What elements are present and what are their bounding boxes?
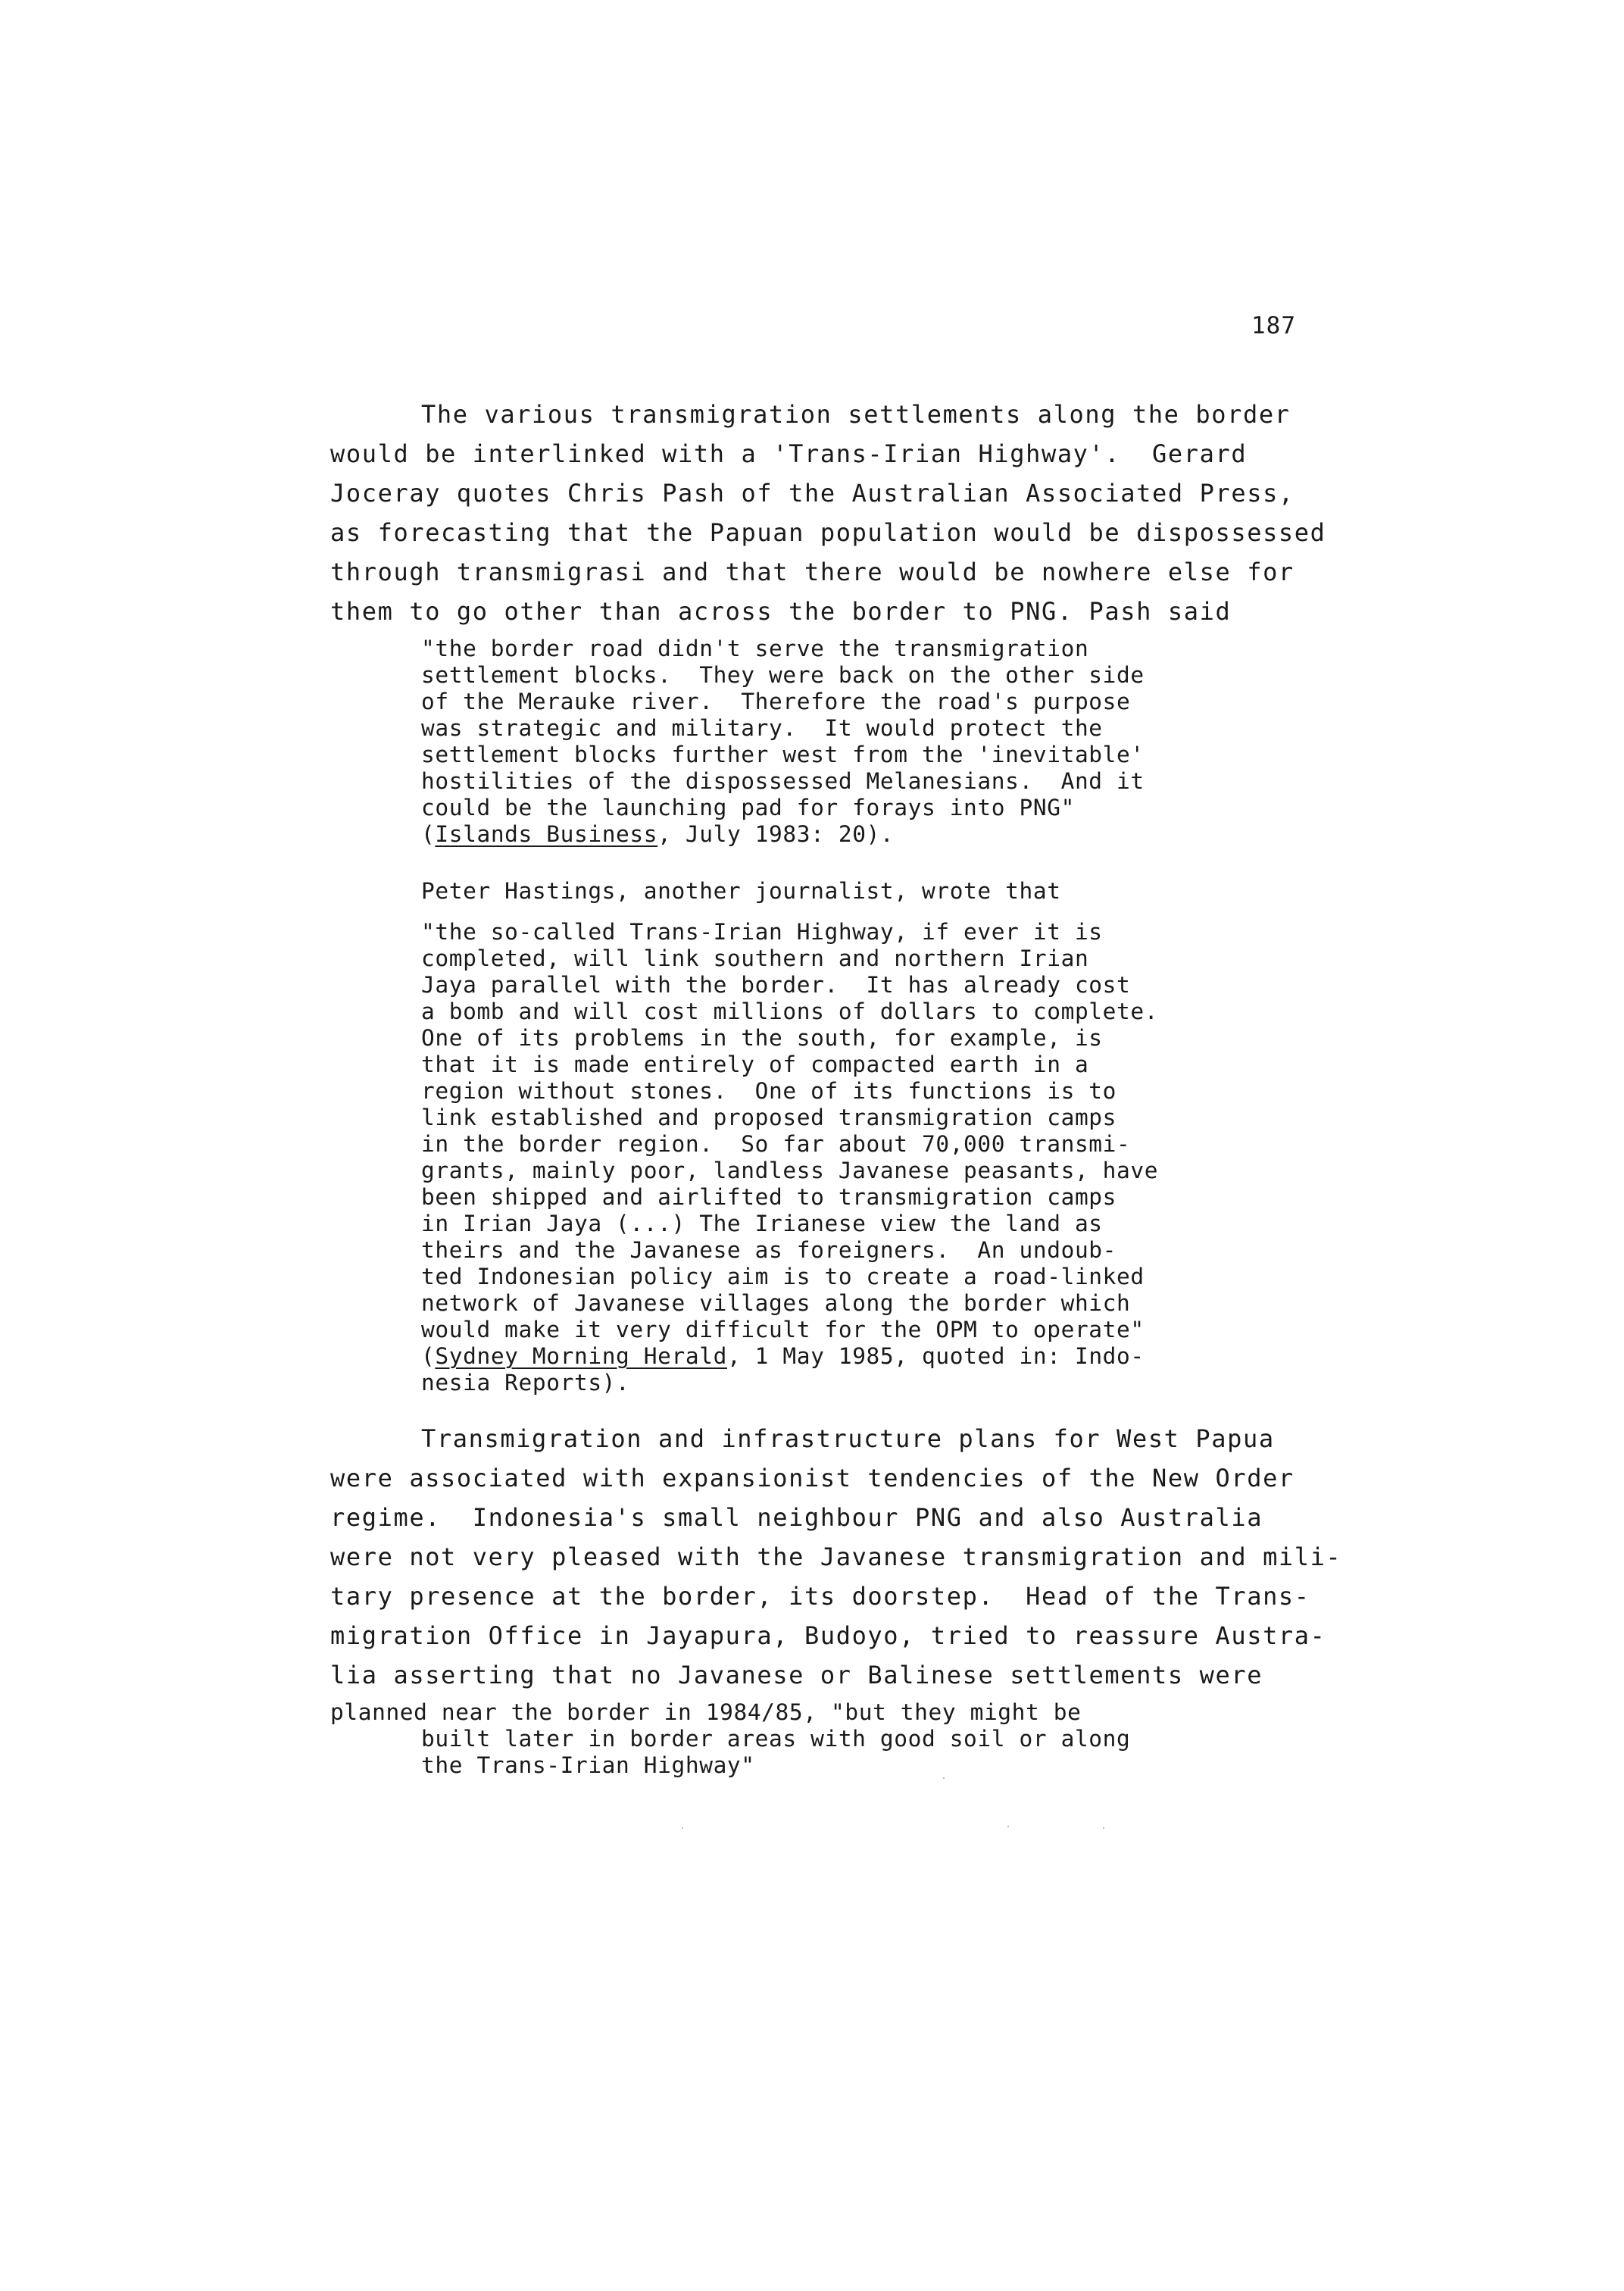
quote-2-line: One of its problems in the south, for example, is (421, 1025, 1103, 1051)
quote-2-line: that it is made entirely of compacted earth in a (421, 1052, 1089, 1077)
quote-2-citation (421, 1343, 1145, 1369)
scan-speck (682, 1827, 683, 1829)
citation-open-paren: ( (421, 821, 436, 847)
paragraph-2-line: Transmigration and infrastructure plans for West Papua (421, 1424, 1275, 1453)
paragraph-1-line: them to go other than across the border to PNG. Pash said (330, 597, 1232, 626)
quote-1-line: of the Merauke river. Therefore the road's purpose (421, 689, 1131, 714)
quote-1-line: was strategic and military. It would protect the (421, 715, 1103, 741)
scan-speck (943, 1777, 945, 1779)
paragraph-2-line: tary presence at the border, its doorstep. Head of the Trans- (330, 1582, 1310, 1611)
scan-speck (1103, 1827, 1104, 1829)
paragraph-2-line: lia asserting that no Javanese or Balinese settlements were (330, 1661, 1263, 1689)
quote-2-line: theirs and the Javanese as foreigners. An undoub- (421, 1237, 1117, 1263)
quote-1-line: settlement blocks further west from the 'inevitable' (421, 742, 1145, 767)
citation-open-paren: ( (421, 1343, 436, 1369)
quote-2-line: in Irian Jaya (...) The Irianese view the land as (421, 1211, 1103, 1236)
scan-speck (1007, 1826, 1009, 1827)
quote-2-line: ted Indonesian policy aim is to create a road-linked (421, 1264, 1145, 1289)
citation-source-islands-business: Islands Business (435, 821, 658, 847)
quote-2-line: "the so-called Trans-Irian Highway, if ever it is (421, 919, 1103, 945)
quote-2-citation-end: nesia Reports). (421, 1370, 630, 1396)
paragraph-1-line: would be interlinked with a 'Trans-Irian Highway'. Gerard (330, 439, 1248, 468)
paragraph-2-line: migration Office in Jayapura, Budoyo, tried to reassure Austra- (330, 1621, 1326, 1650)
paragraph-1-line: through transmigrasi and that there would be nowhere else for (330, 558, 1295, 586)
paragraph-2-line: planned near the border in 1984/85, "but they might be (330, 1699, 1082, 1725)
quote-2-line: network of Javanese villages along the border which (421, 1290, 1131, 1316)
quote-2-line: region without stones. One of its functions is to (421, 1078, 1117, 1104)
quote-1-citation (421, 821, 895, 847)
quote-2-line: completed, will link southern and northern Irian (421, 945, 1089, 971)
paragraph-1-line: The various transmigration settlements along the border (421, 400, 1291, 429)
quote-3-line: built later in border areas with good soil or along (421, 1726, 1131, 1752)
paragraph-1-line: as forecasting that the Papuan population would be dispossessed (330, 518, 1326, 547)
quote-2-intro: Peter Hastings, another journalist, wrote that (421, 878, 1061, 904)
quote-1-line: hostilities of the dispossessed Melanesians. And it (421, 768, 1145, 794)
paragraph-1-line: Joceray quotes Chris Pash of the Australian Associated Press, (330, 479, 1295, 508)
quote-2-line: would make it very difficult for the OPM to operate" (421, 1317, 1145, 1342)
quote-2-line: link established and proposed transmigration camps (421, 1105, 1117, 1130)
citation-details: , 1 May 1985, quoted in: Indo- (726, 1343, 1145, 1369)
paragraph-2-line: were associated with expansionist tendencies of the New Order (330, 1464, 1295, 1492)
quote-2-line: a bomb and will cost millions of dollars to complete. (421, 999, 1159, 1024)
page-number: 187 (1251, 312, 1296, 339)
paragraph-2-line: regime. Indonesia's small neighbour PNG and also Australia (330, 1503, 1263, 1532)
quote-1-line: "the border road didn't serve the transmigration (421, 636, 1089, 661)
quote-1-line: could be the launching pad for forays into PNG" (421, 795, 1075, 820)
citation-details: , July 1983: 20). (657, 821, 895, 847)
citation-source-sydney-morning-herald: Sydney Morning Herald (435, 1343, 727, 1369)
quote-2-line: grants, mainly poor, landless Javanese peasants, have (421, 1158, 1159, 1183)
paragraph-2-line: were not very pleased with the Javanese transmigration and mili- (330, 1542, 1342, 1571)
quote-2-line: been shipped and airlifted to transmigration camps (421, 1184, 1117, 1210)
quote-3-line: the Trans-Irian Highway" (421, 1752, 755, 1778)
quote-2-line: Jaya parallel with the border. It has already cost (421, 972, 1131, 998)
quote-2-line: in the border region. So far about 70,000 transmi- (421, 1131, 1131, 1157)
quote-1-line: settlement blocks. They were back on the other side (421, 662, 1145, 688)
